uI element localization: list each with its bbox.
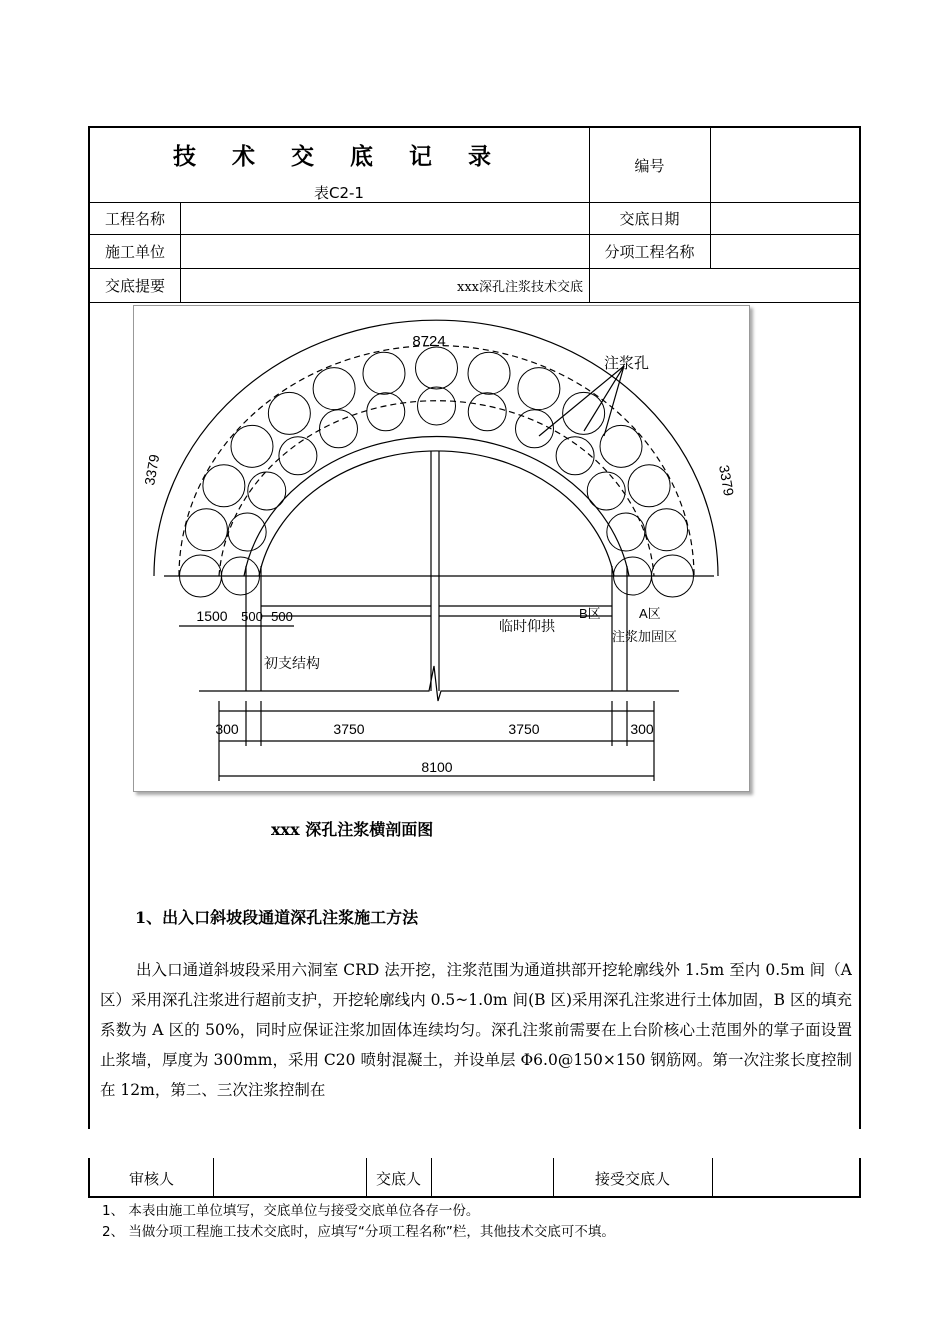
summary-value: xxx深孔注浆技术交底 [457,280,583,295]
grout-hole-circle [418,387,456,425]
tunnel-section-drawing [134,306,749,791]
project-name-field[interactable] [181,203,589,234]
grout-hole-circle [279,437,317,475]
grout-hole-circle [185,509,227,551]
grout-hole-circle [320,410,358,448]
right-side-dim: 3379 [716,463,738,498]
dim-500-b: 500 [271,609,293,624]
date-field[interactable] [711,203,859,234]
receiver-field[interactable] [713,1158,859,1198]
arc-length-dim: 8724 [412,333,446,350]
grout-hole-circle [468,352,510,394]
figure-caption: xxx 深孔注浆横剖面图 [271,820,434,839]
number-label: 编号 [634,156,665,175]
grout-hole-circle [248,472,286,510]
section-heading: 1、出入口斜坡段通道深孔注浆施工方法 [135,908,419,927]
dim-500-a: 500 [241,609,263,624]
grout-hole-label: 注浆孔 [604,355,650,372]
grout-hole-circle [313,368,355,410]
date-label: 交底日期 [619,210,680,228]
left-side-dim: 3379 [141,453,163,487]
grout-hole-circle [203,465,245,507]
grout-hole-circle [556,437,594,475]
grid-line [90,302,859,303]
note-2: 2、 当做分项工程施工技术交底时，应填写“分项工程名称”栏，其他技术交底可不填。 [102,1224,615,1240]
grout-zone-label: 注浆加固区 [612,629,678,644]
zone-b-label: B区 [579,606,601,621]
grout-hole-circle [416,347,458,389]
grout-hole-circle [468,393,506,431]
number-field[interactable] [710,128,859,202]
dim-8100: 8100 [421,759,453,775]
note-1: 1、 本表由施工单位填写，交底单位与接受交底单位各存一份。 [102,1203,480,1219]
primary-support-label: 初支结构 [264,655,320,671]
unit-field[interactable] [181,235,589,268]
form-title: 技 术 交 底 记 录 [172,144,506,170]
summary-label: 交底提要 [104,277,165,295]
discloser-field[interactable] [432,1158,553,1198]
grout-hole-circle [518,368,560,410]
grout-hole-circle [367,393,405,431]
subitem-field[interactable] [711,235,859,268]
grout-hole-circle [363,352,405,394]
grout-hole-circle [628,465,670,507]
temp-support-label: 临时仰拱 [499,618,555,634]
dim-3750-left: 3750 [333,721,365,737]
dim-3750-right: 3750 [508,721,540,737]
discloser-label: 交底人 [375,1169,421,1188]
grout-hole-circle [600,425,642,467]
grout-hole-circle [587,472,625,510]
cross-section-figure [133,305,750,792]
dim-1500: 1500 [196,608,228,624]
unit-label: 施工单位 [104,243,165,261]
grout-hole-circle [231,425,273,467]
receiver-label: 接受交底人 [594,1169,670,1188]
zone-a-label: A区 [639,606,661,621]
grout-hole-circle [646,509,688,551]
method-paragraph: 出入口通道斜坡段采用六洞室 CRD 法开挖，注浆范围为通道拱部开挖轮廓线外 1.5m 至内 0.5m 间（A 区）采用深孔注浆进行超前支护，开挖轮廓线内 0.5~1.0m 间(B 区)采用深孔注浆进行土体加固，B 区的填充系数为 A 区的 50%，同时应保证注浆加固体连续均匀。深孔注浆前需要在上台阶核心土范围外的掌子面设置止浆墙，厚度为 300mm，采用 C20 喷射混凝土，并设单层 Φ6.0@150×150 钢筋网。第一次注浆长度控制在 12m，第二、三次注浆控制在 [100,961,852,1099]
subitem-label: 分项工程名称 [604,243,695,261]
grout-hole-circle [268,392,310,434]
reviewer-label: 审核人 [128,1169,174,1188]
form-code: 表C2-1 [314,184,364,202]
dim-300-left: 300 [215,721,239,737]
reviewer-field[interactable] [214,1158,366,1198]
dim-300-right: 300 [630,721,654,737]
project-name-label: 工程名称 [104,210,165,228]
